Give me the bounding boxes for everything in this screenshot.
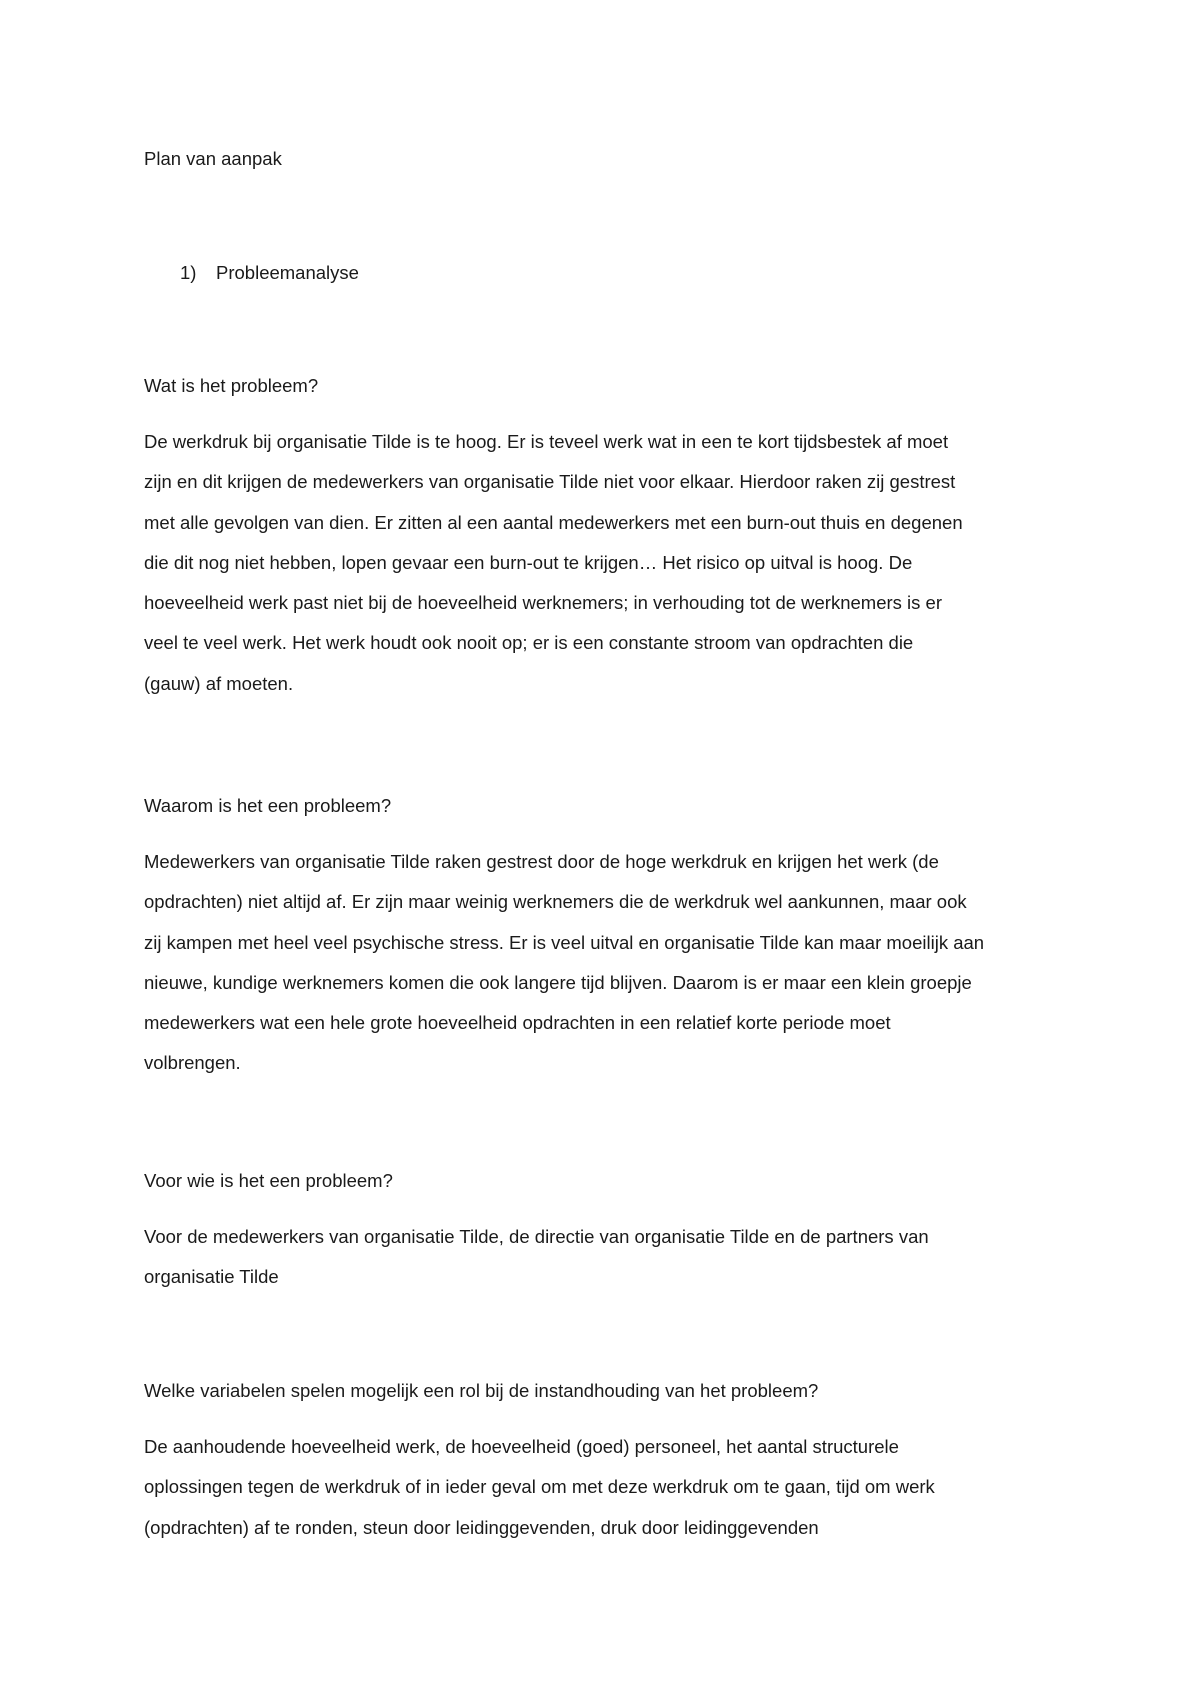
paragraph-line: (gauw) af moeten. (144, 672, 294, 694)
paragraph-line: De werkdruk bij organisatie Tilde is te hoog. Er is teveel werk wat in een te kort tijdsbestek af moet (144, 431, 949, 452)
paragraph-line: volbrengen. (144, 1052, 241, 1074)
answer-paragraph (144, 1427, 1064, 1548)
paragraph-line: organisatie Tilde (144, 1266, 279, 1288)
paragraph-line: Medewerkers van organisatie Tilde raken gestrest door de hoge werkdruk en krijgen het werk (de (144, 851, 939, 872)
section-heading (180, 259, 359, 286)
question-heading: Voor wie is het een probleem? (144, 1170, 393, 1191)
paragraph-line: zijn en dit krijgen de medewerkers van organisatie Tilde niet voor elkaar. Hierdoor raken zij gestrest (144, 471, 956, 493)
paragraph-line: De aanhoudende hoeveelheid werk, de hoeveelheid (goed) personeel, het aantal structurele (144, 1436, 899, 1457)
paragraph-line: hoeveelheid werk past niet bij de hoeveelheid werknemers; in verhouding tot de werknemers is er (144, 592, 942, 614)
paragraph-line: veel te veel werk. Het werk houdt ook nooit op; er is een constante stroom van opdrachten die (144, 632, 914, 654)
question-heading: Wat is het probleem? (144, 375, 319, 396)
paragraph-line: oplossingen tegen de werkdruk of in ieder geval om met deze werkdruk om te gaan, tijd om werk (144, 1476, 935, 1498)
paragraph-line: Voor de medewerkers van organisatie Tilde, de directie van organisatie Tilde en de partners van (144, 1226, 929, 1247)
paragraph-line: (opdrachten) af te ronden, steun door leidinggevenden, druk door leidinggevenden (144, 1516, 819, 1538)
paragraph-line: zij kampen met heel veel psychische stress. Er is veel uitval en organisatie Tilde kan maar moeilijk aan (144, 931, 985, 953)
question-heading: Welke variabelen spelen mogelijk een rol bij de instandhouding van het probleem? (144, 1380, 819, 1401)
paragraph-line: die dit nog niet hebben, lopen gevaar een burn-out te krijgen… Het risico op uitval is hoog. De (144, 551, 913, 573)
section-number: 1) (180, 262, 197, 283)
paragraph-line: medewerkers wat een hele grote hoeveelheid opdrachten in een relatief korte periode moet (144, 1012, 891, 1034)
answer-paragraph (144, 422, 1064, 704)
answer-paragraph (144, 842, 1064, 1084)
paragraph-line: met alle gevolgen van dien. Er zitten al een aantal medewerkers met een burn-out thuis en degenen (144, 511, 963, 533)
section-label: Probleemanalyse (216, 262, 359, 283)
question-heading: Waarom is het een probleem? (144, 795, 392, 816)
paragraph-line: nieuwe, kundige werknemers komen die ook langere tijd blijven. Daarom is er maar een klein groepje (144, 971, 972, 993)
answer-paragraph (144, 1217, 1064, 1298)
document-title: Plan van aanpak (144, 148, 282, 169)
paragraph-line: opdrachten) niet altijd af. Er zijn maar weinig werknemers die de werkdruk wel aankunnen, maar ook (144, 891, 967, 913)
